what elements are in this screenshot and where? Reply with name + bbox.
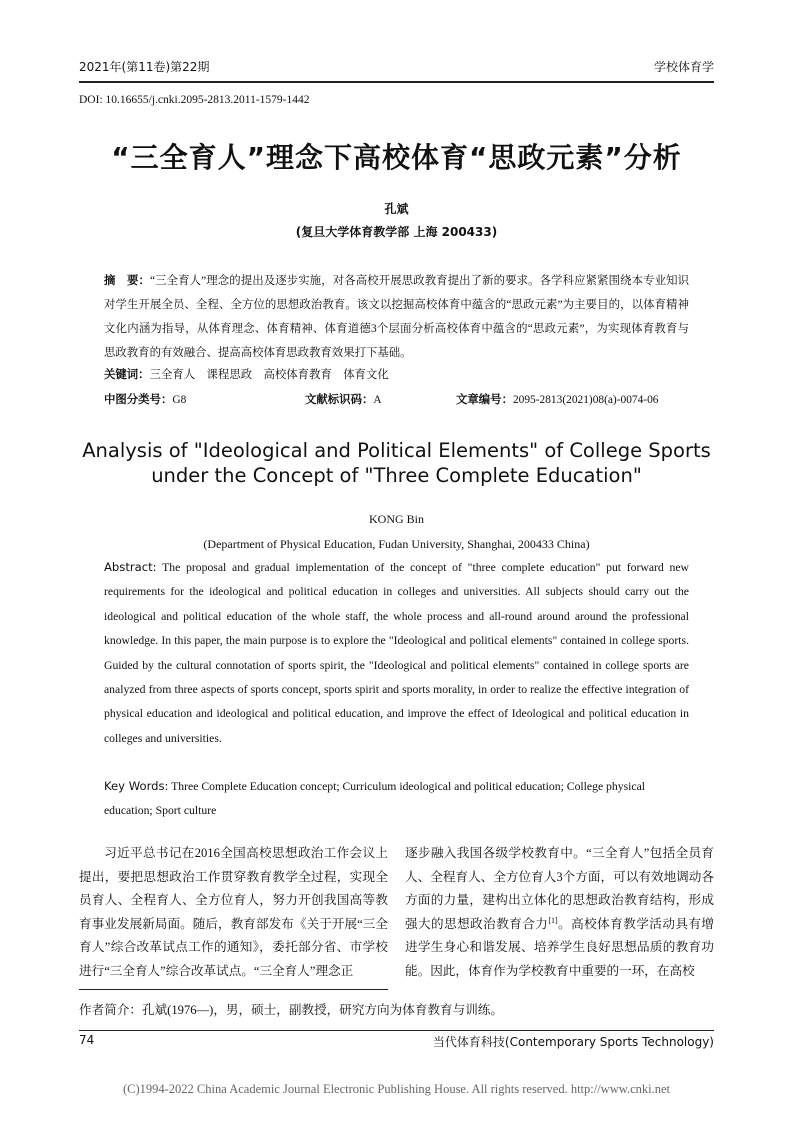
body-right-text: 逐步融入我国各级学校教育中。“三全育人”包括全员育人、全程育人、全方位育人3个方面，可以有效地调动各方面的力量，建构出立体化的思想政治教育结构，形成强大的思想政治教育合力 <box>405 846 714 931</box>
journal-name: 当代体育科技(Contemporary Sports Technology) <box>432 1035 714 1049</box>
author-english: KONG Bin <box>368 512 424 526</box>
abstract-chinese-label: 摘 要： <box>104 273 150 287</box>
body-right-text-cont: 。高校体育教学活动具有增进学生身心和谐发展、培养学生良好思想品质的教育功能。因此，体育作为学校教育中重要的一环，在高校 <box>405 916 715 978</box>
body-column-left: 习近平总书记在2016全国高校思想政治工作会议上提出，要把思想政治工作贯穿教育教学全过程，实现全员育人、全程育人、全方位育人，努力开创我国高等教育事业发展新局面。随后，教育部发布《关于开展“三全育人”综合改革试点工作的通知》，委托部分省、市学校进行“三全育人”综合改革试点。“三全育人”理念正 <box>79 846 388 978</box>
affiliation-english: (Department of Physical Education, Fudan University, Shanghai, 200433 China) <box>203 537 590 551</box>
abstract-english-label: Abstract: <box>104 560 157 574</box>
copyright-notice: (C)1994-2022 China Academic Journal Electronic Publishing House. All rights reserved. http://www.cnki.net <box>122 1082 670 1096</box>
keywords-english-text: Three Complete Education concept; Curriculum ideological and political education; College physical education; Sport culture <box>104 780 646 817</box>
abstract-chinese <box>104 268 689 365</box>
clc-number: 中图分类号：G8 <box>104 392 187 406</box>
affiliation-chinese: (复旦大学体育教学部 上海 200433) <box>295 225 498 239</box>
abstract-english-text: The proposal and gradual implementation of the concept of "three complete education" put forward new requirements for the ideological and political education in colleges and universities. All subjects should carry out the ideological and political education of the whole staff, the whole process and all-round around around the professional knowledge. In this paper, the main purpose is to explore the "Ideological and political elements" contained in college sports. Guided by the cultural connotation of sports spirit, the "Ideological and political elements" contained in college sports are analyzed from three aspects of sports concept, sports spirit and sports morality, in order to realize the effective integration of physical education and ideological and political education, and improve the effect of Ideological and political education in colleges and universities. <box>104 561 689 745</box>
doi: DOI: 10.16655/j.cnki.2095-2813.2011-1579-1442 <box>79 94 310 106</box>
header-rule <box>79 81 714 83</box>
journal-issue: 2021年(第11卷)第22期 <box>79 60 210 74</box>
abstract-english <box>104 555 689 751</box>
citation-ref[interactable]: [1] <box>548 915 558 925</box>
keywords-chinese-text: 三全育人 课程思政 高校体育教育 体育文化 <box>149 369 389 381</box>
author-chinese: 孔斌 <box>384 202 409 216</box>
title-chinese: “三全育人”理念下高校体育“思政元素”分析 <box>111 141 682 174</box>
article-number: 文章编号：2095-2813(2021)08(a)-0074-06 <box>456 392 659 406</box>
body-column-right <box>405 842 714 984</box>
keywords-english-label: Key Words: <box>104 779 169 793</box>
page-number: 74 <box>79 1033 95 1047</box>
footnote-rule <box>79 989 388 990</box>
title-english: Analysis of "Ideological and Political Elements" of College Sports under the Concept of "Three Complete Education" <box>82 439 711 487</box>
keywords-chinese-label: 关键词： <box>104 367 150 381</box>
abstract-chinese-text: “三全育人”理念的提出及逐步实施，对各高校开展思政教育提出了新的要求。各学科应紧紧围绕本专业知识对学生开展全员、全程、全方位的思想政治教育。该文以挖掘高校体育中蕴含的“思政元素”为主要目的，以体育精神文化内涵为指导，从体育理念、体育精神、体育道德3个层面分析高校体育中蕴含的“思政元素”，为实现体育教育与思政教育的有效融合、提高高校体育思政教育效果打下基础。 <box>104 275 689 359</box>
keywords-chinese <box>104 366 689 382</box>
author-footnote: 作者简介：孔斌(1976—)，男，硕士，副教授，研究方向为体育教育与训练。 <box>79 1003 503 1017</box>
keywords-english <box>104 774 689 823</box>
document-code: 文献标识码：A <box>305 392 382 406</box>
footer-rule <box>79 1030 714 1031</box>
journal-section: 学校体育学 <box>653 60 714 74</box>
